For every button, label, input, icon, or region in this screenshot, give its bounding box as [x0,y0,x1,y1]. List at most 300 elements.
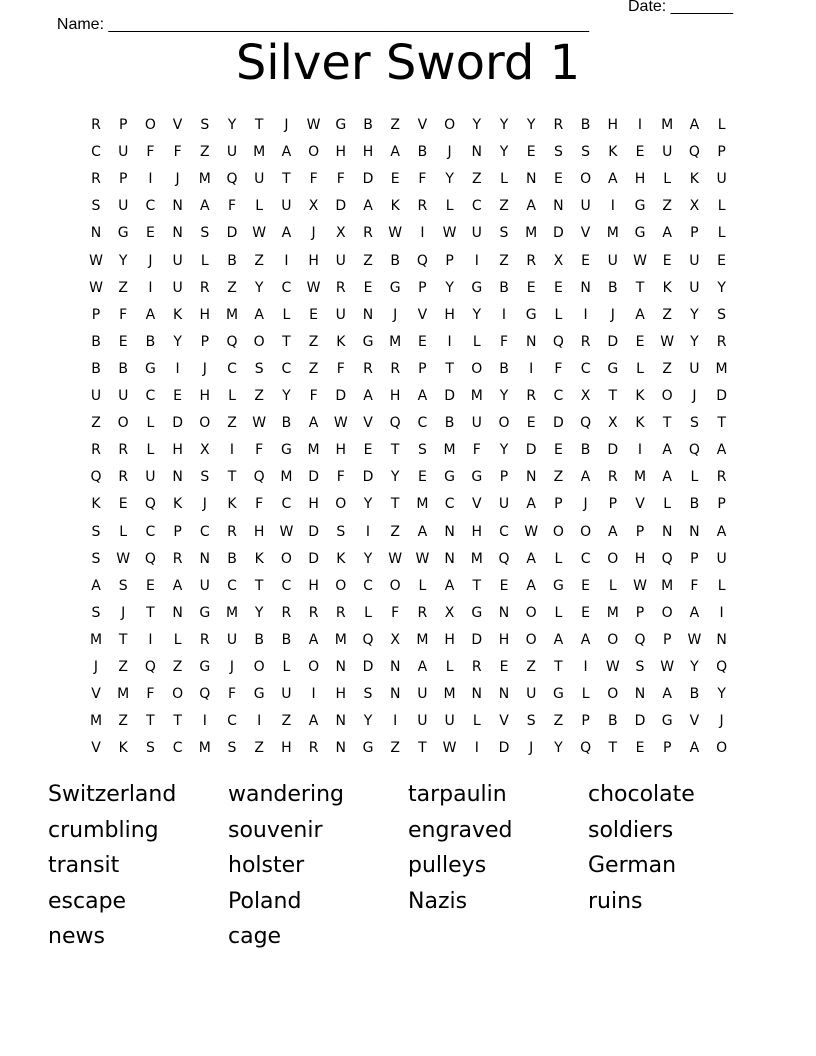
grid-letter: G [525,306,537,323]
grid-letter: N [444,523,455,540]
grid-letter: I [284,252,289,269]
grid-letter: F [146,686,155,703]
grid-letter: E [526,279,536,296]
grid-letter: V [689,713,700,730]
grid-letter: K [118,740,128,757]
grid-letter: P [717,144,726,161]
grid-letter: W [605,659,620,675]
grid-letter: A [716,442,727,459]
grid-letter: H [199,306,211,323]
grid-letter: J [583,496,588,513]
grid-letter: D [498,740,510,757]
grid-letter: R [363,225,373,242]
grid-letter: G [607,360,619,377]
grid-letter: M [470,550,483,567]
grid-letter: M [198,740,211,757]
grid-letter: D [308,469,319,486]
grid-letter: T [282,333,291,350]
grid-letter: J [529,740,534,757]
word-list-item: Nazis [408,888,468,914]
grid-letter: R [281,604,292,621]
grid-letter: N [661,523,673,540]
grid-letter: U [417,686,428,703]
grid-letter: W [524,523,539,540]
grid-letter: D [553,225,564,242]
grid-letter: I [175,360,180,377]
grid-letter: S [91,550,101,567]
grid-letter: L [717,225,726,242]
grid-letter: R [172,550,183,567]
grid-letter: J [229,659,235,675]
grid-letter: U [471,225,482,242]
grid-letter: O [280,550,292,567]
grid-letter: T [608,740,618,757]
grid-letter: T [472,577,482,594]
grid-letter: S [499,225,509,242]
grid-letter: Q [416,252,428,269]
grid-letter: T [717,415,726,432]
grid-letter: V [417,117,428,133]
grid-letter: Z [662,306,672,323]
grid-letter: Y [254,279,264,296]
grid-letter: E [717,252,727,269]
grid-letter: Y [363,550,373,567]
grid-letter: C [580,550,591,567]
grid-letter: I [311,686,316,703]
grid-letter: J [121,604,126,621]
grid-letter: F [418,171,427,188]
word-list-item: pulleys [408,853,487,879]
grid-letter: M [253,144,266,161]
grid-letter: R [417,198,428,215]
grid-letter: V [363,415,373,432]
grid-letter: O [525,604,537,621]
grid-letter: L [500,171,508,188]
grid-letter: A [553,631,564,648]
grid-letter: X [200,442,210,459]
grid-letter: O [253,333,265,350]
grid-letter: R [227,523,237,540]
grid-letter: B [689,496,700,513]
grid-letter: K [635,415,645,432]
grid-letter: B [281,415,292,432]
grid-letter: V [417,306,428,323]
grid-letter: L [146,442,155,459]
grid-letter: A [200,198,210,215]
grid-letter: G [144,360,156,377]
grid-letter: A [390,144,400,161]
grid-letter: M [443,686,456,703]
grid-letter: Y [526,117,536,133]
grid-letter: A [91,577,101,594]
grid-letter: Z [254,388,264,404]
grid-letter: R [199,279,210,296]
grid-letter: Q [144,550,156,567]
grid-letter: Z [254,740,264,757]
grid-letter: H [172,442,183,459]
grid-letter: C [281,496,292,513]
grid-letter: H [335,686,347,703]
grid-letter: N [90,225,102,242]
grid-letter: O [716,740,728,757]
grid-letter: K [173,496,183,513]
grid-letter: F [255,442,264,459]
grid-letter: I [637,117,643,133]
grid-letter: E [390,171,400,188]
grid-letter: X [390,631,400,648]
grid-letter: E [581,577,591,594]
grid-letter: N [335,740,347,757]
grid-letter: D [362,469,374,486]
grid-letter: L [717,577,726,594]
grid-letter: W [116,550,131,567]
grid-letter: S [200,469,210,486]
grid-letter: E [363,279,373,296]
grid-letter: A [281,144,292,161]
grid-letter: U [689,279,700,296]
grid-letter: L [173,631,182,648]
grid-letter: M [225,306,239,323]
grid-letter: H [308,496,319,513]
grid-letter: Z [308,360,319,377]
grid-letter: M [633,469,647,486]
grid-letter: K [91,496,101,513]
grid-letter: M [661,117,674,133]
grid-letter: K [608,144,618,161]
grid-letter: U [417,713,428,730]
grid-letter: I [501,306,507,323]
grid-letter: R [308,740,319,757]
grid-letter: A [635,306,645,323]
grid-letter: F [554,360,563,377]
grid-letter: E [499,659,509,675]
grid-letter: Y [254,604,264,621]
grid-letter: Z [662,198,672,215]
grid-letter: Y [173,333,182,350]
grid-letter: L [445,198,454,215]
grid-letter: R [580,333,591,350]
grid-letter: M [525,225,538,242]
grid-letter: G [389,279,401,296]
grid-letter: I [148,171,153,188]
grid-letter: L [445,659,454,675]
date-field-label: Date: _______ [628,0,733,15]
grid-letter: K [662,279,672,296]
grid-letter: R [335,279,346,296]
word-list-item: transit [48,853,120,879]
grid-letter: O [607,631,619,648]
grid-letter: S [553,144,563,161]
grid-letter: Z [390,740,400,757]
grid-letter: B [227,252,237,269]
grid-letter: I [474,740,479,757]
grid-letter: X [336,225,346,242]
grid-letter: Q [144,659,156,675]
grid-letter: C [499,523,509,540]
grid-letter: B [145,333,156,350]
grid-letter: G [199,604,211,621]
grid-letter: Y [690,659,699,675]
grid-letter: F [309,171,318,188]
grid-letter: F [336,171,345,188]
grid-letter: L [690,469,699,486]
grid-letter: C [363,577,373,594]
grid-letter: D [716,388,727,404]
grid-letter: P [91,306,101,323]
grid-letter: S [635,659,645,675]
grid-letter: V [172,117,183,133]
grid-letter: A [662,225,672,242]
grid-letter: Z [499,198,509,215]
grid-letter: F [227,686,237,703]
word-list-item: escape [48,888,127,914]
grid-letter: A [526,577,536,594]
grid-letter: Y [390,469,400,486]
grid-letter: W [89,279,103,296]
grid-letter: E [499,577,509,594]
grid-letter: B [417,144,428,161]
grid-letter: R [335,604,346,621]
grid-letter: B [118,360,128,377]
grid-letter: C [91,144,101,161]
word-list-item: tarpaulin [408,782,507,807]
grid-letter: W [442,225,457,242]
grid-letter: G [117,225,129,242]
grid-letter: U [281,686,292,703]
grid-letter: S [91,198,101,215]
grid-letter: B [580,117,591,133]
grid-letter: Y [717,686,726,703]
grid-letter: A [254,306,264,323]
grid-letter: N [172,604,183,621]
grid-letter: B [580,442,591,459]
grid-letter: I [583,306,588,323]
grid-letter: R [199,631,210,648]
grid-letter: P [499,469,509,486]
grid-letter: S [417,442,427,459]
grid-letter: A [308,713,319,730]
grid-letter: D [335,198,347,215]
grid-letter: P [418,360,427,377]
grid-letter: L [608,577,617,594]
grid-letter: A [308,415,319,432]
grid-letter: Z [390,523,400,540]
grid-letter: H [308,252,319,269]
grid-letter: O [607,686,619,703]
grid-letter: F [255,496,264,513]
word-list-item: news [48,924,105,950]
grid-letter: K [689,171,699,188]
grid-letter: P [662,631,672,648]
grid-letter: D [308,523,319,540]
grid-letter: H [362,144,374,161]
grid-letter: J [719,713,724,730]
grid-letter: A [662,469,672,486]
grid-letter: A [608,523,618,540]
word-list-item: engraved [408,817,513,843]
grid-letter: E [635,740,645,757]
grid-letter: F [173,144,182,161]
grid-letter: U [199,577,210,594]
grid-letter: A [662,442,672,459]
grid-letter: Z [281,713,292,730]
grid-letter: U [281,198,292,215]
word-list-item: chocolate [588,782,695,807]
grid-letter: Q [580,415,592,432]
grid-letter: U [580,198,591,215]
grid-letter: Y [118,252,128,269]
grid-letter: C [580,360,591,377]
grid-letter: E [526,415,536,432]
grid-letter: Z [662,360,672,377]
grid-letter: D [308,550,319,567]
grid-letter: U [226,144,238,161]
grid-letter: M [443,442,456,459]
grid-letter: C [444,496,455,513]
grid-letter: E [553,171,563,188]
grid-letter: L [472,333,481,350]
grid-letter: L [581,686,590,703]
grid-letter: A [526,496,536,513]
word-list-item: Poland [228,888,302,914]
grid-letter: B [390,252,400,269]
grid-letter: R [471,659,482,675]
grid-letter: Z [499,252,509,269]
grid-letter: N [580,279,591,296]
grid-letter: J [93,659,99,675]
grid-letter: R [526,252,537,269]
grid-letter: U [254,171,265,188]
grid-letter: Y [499,388,509,404]
grid-letter: A [417,523,428,540]
grid-letter: Q [90,469,102,486]
grid-letter: Y [282,388,291,404]
grid-letter: X [689,198,700,215]
grid-letter: C [199,523,210,540]
grid-letter: Z [91,415,101,432]
grid-letter: E [417,333,427,350]
grid-letter: D [335,388,347,404]
grid-letter: G [335,117,347,133]
grid-letter: F [336,469,345,486]
grid-letter: J [610,306,615,323]
grid-letter: W [388,225,403,242]
grid-letter: U [498,496,510,513]
grid-letter: O [444,117,456,133]
grid-letter: N [525,333,537,350]
grid-letter: Z [472,171,482,188]
grid-letter: Y [472,306,482,323]
grid-letter: I [393,713,398,730]
grid-letter: Y [690,333,699,350]
grid-letter: L [717,117,726,133]
grid-letter: C [281,360,292,377]
grid-letter: G [634,225,646,242]
grid-letter: S [118,577,128,594]
grid-letter: Z [118,279,128,296]
grid-letter: Z [526,659,536,675]
grid-letter: T [282,171,291,188]
grid-letter: B [607,713,618,730]
grid-letter: U [118,198,129,215]
grid-letter: T [608,388,618,404]
grid-letter: Y [445,171,454,188]
grid-letter: O [498,415,510,432]
grid-letter: W [252,415,267,432]
grid-letter: U [226,631,238,648]
grid-letter: G [199,659,211,675]
grid-letter: G [471,469,483,486]
grid-letter: R [607,469,618,486]
grid-letter: W [442,740,457,757]
grid-letter: R [553,117,564,133]
grid-letter: E [553,279,563,296]
grid-letter: F [309,388,318,404]
grid-letter: B [689,686,700,703]
grid-letter: T [118,631,128,648]
grid-letter: S [91,604,101,621]
grid-letter: Z [363,252,373,269]
grid-letter: L [663,496,672,513]
grid-letter: D [444,388,455,404]
name-field-label: Name: ______________________________________________________ [56,16,589,33]
grid-letter: I [420,225,425,242]
grid-letter: Z [390,117,400,133]
grid-letter: S [581,144,591,161]
grid-letter: N [444,550,455,567]
grid-letter: D [634,713,646,730]
word-list-item: soldiers [588,817,674,843]
grid-letter: R [716,333,727,350]
grid-letter: Y [690,306,699,323]
grid-letter: N [389,659,401,675]
grid-letter: N [716,631,727,648]
grid-letter: K [336,333,346,350]
grid-letter: Y [472,117,482,133]
grid-letter: M [280,469,293,486]
grid-letter: A [363,388,373,404]
grid-letter: E [118,333,128,350]
grid-letter: Q [226,171,238,188]
grid-letter: U [607,252,618,269]
grid-letter: P [662,740,672,757]
grid-letter: M [416,496,429,513]
grid-letter: A [444,577,455,594]
grid-letter: P [608,496,618,513]
grid-letter: N [389,686,401,703]
grid-letter: I [474,252,479,269]
grid-letter: L [554,306,563,323]
grid-letter: Q [716,659,728,675]
grid-letter: M [198,171,211,188]
grid-letter: W [660,659,675,675]
grid-letter: I [610,198,615,215]
grid-letter: W [279,523,294,540]
grid-letter: G [552,577,564,594]
grid-letter: L [255,198,264,215]
grid-letter: Q [144,496,156,513]
grid-letter: T [418,740,427,757]
grid-letter: C [281,577,292,594]
grid-letter: L [636,360,644,377]
grid-letter: F [119,306,128,323]
grid-letter: I [202,713,207,730]
grid-letter: V [91,686,101,703]
grid-letter: C [145,388,156,404]
grid-letter: O [144,117,156,133]
grid-letter: Y [227,117,237,133]
grid-letter: L [472,713,481,730]
